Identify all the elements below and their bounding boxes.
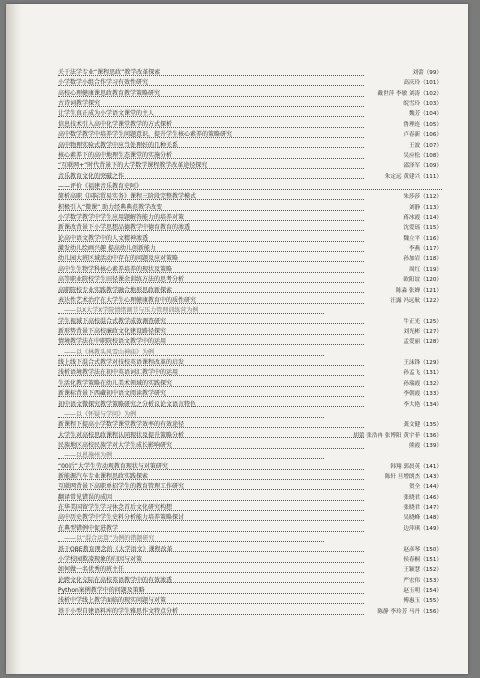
toc-entry <box>58 555 442 565</box>
toc-entry <box>58 109 442 119</box>
toc-entry-title: ——评价《福建音乐教育史阿》 <box>58 182 143 190</box>
toc-entry <box>58 565 442 575</box>
toc-entry-author-page: 熊霞（139） <box>408 442 442 449</box>
table-of-contents <box>58 68 442 617</box>
toc-entry <box>58 286 442 296</box>
toc-entry-title: 小学校园欺凌现象的归因与对策 <box>58 555 143 563</box>
toc-entry-title: ——以《怀疑与学问》为例 <box>64 410 137 418</box>
toc-entry-author-page: 沈爱瑶（115） <box>403 225 442 232</box>
toc-entry-author-page: 孟爱丽（128） <box>403 339 442 346</box>
toc-entry <box>58 327 442 337</box>
toc-entry-title: 新课改背景下小学思想品德教学中德育教育的渗透 <box>58 224 191 232</box>
toc-entry-title: 基于OBE教育理念的《大学语文》课程改革 <box>58 545 173 553</box>
toc-entry-author-page: 陈静 李玲芳 马丹（156） <box>377 608 442 615</box>
toc-entry <box>58 596 442 606</box>
toc-entry-title: 线上线下混合式教学对技校英语课程改革的启发 <box>58 359 185 367</box>
toc-entry <box>58 78 442 88</box>
toc-entry <box>58 192 442 202</box>
toc-entry-title: ——以恩施州为例 <box>64 452 113 460</box>
toc-entry-title: 大学生对高校思政课程认同现状及提升策略分析 <box>58 431 185 439</box>
toc-entry <box>58 503 442 513</box>
toc-entry-title: 积极引入“微课” 助力经典典范教学改变 <box>58 203 163 211</box>
toc-entry <box>58 348 442 358</box>
toc-entry <box>58 368 442 378</box>
toc-entry <box>58 317 442 327</box>
toc-entry-title: 古诗词教学探究 <box>58 100 101 108</box>
toc-entry-author-page: 胡蕾 张浩冉 张博阳 黄宇菲（136） <box>353 432 442 439</box>
toc-entry-title: 高职院校专业实践教学融合地形思政新探索 <box>58 286 173 294</box>
toc-entry-title: Python案例教学中的问题及策略 <box>58 586 145 594</box>
toc-entry <box>58 203 442 213</box>
toc-entry <box>58 524 442 534</box>
toc-entry <box>58 389 442 399</box>
toc-entry <box>58 472 442 482</box>
toc-entry-author-page: 卢春新（106） <box>403 132 442 139</box>
toc-entry-author-page: 王颖慧（152） <box>403 567 442 574</box>
toc-entry <box>58 151 442 161</box>
toc-entry-author-page: 汪露 冯远航（122） <box>390 297 442 304</box>
toc-entry-title: “互联网+”时代背景下的大学数学课程教学改革途径探究 <box>58 162 208 170</box>
toc-entry-title: 音乐教育文化的突破之作 <box>58 172 125 180</box>
toc-entry-title: 高等职业院校学生田径课余训练方法的思考分析 <box>58 276 185 284</box>
toc-entry <box>58 234 442 244</box>
toc-entry <box>58 182 442 192</box>
toc-entry-title: 新课标背景下西藏初中语文阅读教学研究 <box>58 390 167 398</box>
toc-entry-author-page: 孙孟飞（131） <box>403 370 442 377</box>
toc-entry-author-page: 侯春桐（151） <box>403 556 442 563</box>
toc-entry <box>58 607 442 617</box>
toc-entry <box>58 576 442 586</box>
toc-entry-title: 基于小型自建语料库的学生雅思作文特点分析 <box>58 607 179 615</box>
toc-entry <box>58 99 442 109</box>
toc-entry <box>58 89 442 99</box>
toc-entry <box>58 275 442 285</box>
toc-entry-author-page: 龚文健（135） <box>403 422 442 429</box>
toc-entry-title: 互联网背景下高职单招学生的教育管理工作研究 <box>58 483 185 491</box>
toc-entry-title: 在典型错例中促进教学 <box>58 524 119 532</box>
toc-entry-author-page: 鲁理连（105） <box>403 121 442 128</box>
toc-entry <box>58 451 442 461</box>
toc-entry-title: 核心素养下的高中地理生态课堂的实施分析 <box>58 151 173 159</box>
toc-entry-author-page: 周红（119） <box>408 266 442 273</box>
toc-entry <box>58 120 442 130</box>
toc-entry <box>58 161 442 171</box>
toc-entry-author-page: 王沫锋（129） <box>403 360 442 367</box>
toc-entry <box>58 244 442 254</box>
toc-entry-author-page: 李大艳（134） <box>403 401 442 408</box>
toc-entry-author-page: 戴世萍 李敏 刘涛（102） <box>377 90 442 97</box>
toc-entry-title: “00后”大学生劳动观教育现状与对策研究 <box>58 462 168 470</box>
dot-leader <box>58 106 364 107</box>
toc-entry-title: 幼儿园大班区域活动中存在的问题及应对策略 <box>58 255 179 263</box>
toc-entry-title: 学生视域下高校混合式教学成效调查研究 <box>58 317 167 325</box>
toc-entry-author-page: 刘蕾（99） <box>412 70 442 76</box>
toc-entry-title: 信息技术引入高中化学课堂教学的方式探析 <box>58 120 173 128</box>
toc-entry-title: 小学数学小组合作学习有效性研究 <box>58 79 149 87</box>
toc-entry <box>58 254 442 264</box>
toc-entry <box>58 400 442 410</box>
toc-entry <box>58 493 442 503</box>
toc-entry <box>58 68 442 78</box>
toc-entry-author-page: 蒋冰霞（114） <box>403 215 442 222</box>
toc-entry-title: 新能源汽车专业课程思政实践探索 <box>58 473 149 481</box>
toc-entry-title: ——以《林教头风雪山神庙》为例 <box>64 348 155 356</box>
toc-entry <box>58 586 442 596</box>
toc-entry-author-page: 魏芳（104） <box>408 111 442 118</box>
toc-entry-title: 高校心理健康课思政教育教学策略研究 <box>58 89 161 97</box>
toc-entry <box>58 141 442 151</box>
toc-entry <box>58 410 442 420</box>
toc-entry-author-page: 李朝霞（133） <box>403 391 442 398</box>
toc-entry-title: 浅析中学线上教学面临的现实问题与对策 <box>58 597 167 605</box>
toc-entry <box>58 441 442 451</box>
toc-entry-author-page: 吴应松（108） <box>403 152 442 159</box>
toc-entry <box>58 431 442 441</box>
toc-entry-title: 论跨文化交际在高校英语教学中的有效渗透 <box>58 576 173 584</box>
toc-entry-title: 新形势背景下高校廉政文化建设路径探究 <box>58 327 167 335</box>
toc-entry <box>58 223 442 233</box>
toc-entry-author-page: 刘静（113） <box>408 204 442 211</box>
toc-entry-title: 在华美国留学生学习休念首后文化研究构想 <box>58 504 173 512</box>
toc-entry-title: ——以“混合运算”为例的错题研究 <box>64 535 155 543</box>
toc-entry-author-page: 韩翔 郭晨英（141） <box>390 463 442 470</box>
toc-entry-author-page: 陈淼 张婵（121） <box>395 287 442 294</box>
toc-entry-author-page: 牛正光（125） <box>403 318 442 325</box>
toc-entry-author-page: 邵泽军（109） <box>403 163 442 170</box>
toc-entry <box>58 379 442 389</box>
toc-entry <box>58 337 442 347</box>
toc-entry-author-page: 孙瑞霞（132） <box>403 380 442 387</box>
toc-entry-author-page: 傅惠玉（155） <box>403 598 442 605</box>
toc-entry <box>58 296 442 306</box>
toc-entry <box>58 213 442 223</box>
toc-entry <box>58 130 442 140</box>
toc-entry-title: 如何做一名优秀的班主任 <box>58 566 125 574</box>
toc-entry-author-page: 刘光彬（127） <box>403 328 442 335</box>
toc-entry-author-page: 皖雪玲（103） <box>403 101 442 108</box>
toc-entry-title: 小学数学教学中学生应用题解答能力的培养对策 <box>58 214 185 222</box>
toc-entry-author-page: 朱莎莎（112） <box>403 194 442 201</box>
toc-entry <box>58 306 442 316</box>
toc-entry-author-page: 欧阳谊（120） <box>403 277 442 284</box>
toc-entry-author-page: 孙加岩（118） <box>403 256 442 263</box>
toc-entry <box>58 420 442 430</box>
toc-entry-author-page: 朱定远 黄建兴（111） <box>384 173 442 180</box>
toc-entry <box>58 513 442 523</box>
toc-entry-title: 高中历史教学中学生史料分析能力培养策略探讨 <box>58 514 185 522</box>
toc-entry-author-page: 严宏伟（153） <box>403 577 442 584</box>
toc-entry-author-page: 贺全（144） <box>408 484 442 491</box>
toc-entry-title: 生活化教学策略在幼儿美术领域的实践探究 <box>58 379 173 387</box>
page-binding-shadow <box>6 4 22 674</box>
toc-entry-author-page: 张晓君（147） <box>403 505 442 512</box>
toc-entry-title: 高中生生物学科核心素养培养的现状及策略 <box>58 265 173 273</box>
toc-entry <box>58 482 442 492</box>
toc-entry-author-page: 李燕（117） <box>408 246 442 253</box>
toc-entry-title: 让学生真正成为小学语文课堂的主人 <box>58 110 155 118</box>
toc-entry-author-page: 王波（107） <box>408 142 442 149</box>
toc-entry <box>58 358 442 368</box>
toc-entry-title: 激发幼儿绘画兴趣 提高幼儿创新能力 <box>58 245 156 253</box>
toc-entry-title: ——以X大学X学院情绪调节与压力管理训练营为例 <box>64 307 199 315</box>
toc-entry-title: 初中语文微探究教学策略研究之分析议论文语言特色 <box>58 400 197 408</box>
book-page <box>6 4 468 674</box>
toc-entry-title: 情境教学法在中职院校语文教学中的运用 <box>58 338 167 346</box>
toc-entry <box>58 534 442 544</box>
toc-entry-author-page: 吴晓峰（148） <box>403 515 442 522</box>
toc-entry-author-page: 边萍琪（149） <box>403 525 442 532</box>
toc-entry <box>58 265 442 275</box>
toc-entry-title: 高中数学教学中培养学生问题意识，提升学生核心素养的策略研究 <box>58 131 233 139</box>
toc-entry-author-page: 赵玉明（154） <box>403 587 442 594</box>
toc-entry-title: 关于法学专业“课程思政”教学改革探索 <box>58 69 161 76</box>
toc-entry <box>58 462 442 472</box>
toc-entry-title: 民族地区高校民族学对大学生成长影响研究 <box>58 441 173 449</box>
toc-entry-title: 翻译常见错误的成因 <box>58 493 113 501</box>
toc-entry-author-page: 陈轩 旦增朗杰（143） <box>384 474 442 481</box>
toc-entry-title: 浅析语境教学法在初中英语词汇教学中的运用 <box>58 369 179 377</box>
toc-entry-author-page: 张晓君（146） <box>403 494 442 501</box>
toc-entry-title: 论高中语文教学中的人文精神渗透 <box>58 234 149 242</box>
toc-entry-title: 简析高职《国际贸易实务》课程三阶段完整教学模式 <box>58 193 197 201</box>
toc-entry <box>58 172 442 182</box>
toc-entry-author-page: 赵彦琴（150） <box>403 546 442 553</box>
toc-entry-title: 表达性艺术治疗在大学生心理健康教育中的质性研究 <box>58 296 197 304</box>
toc-entry-author-page: 高庆玲（101） <box>403 80 442 87</box>
toc-entry <box>58 545 442 555</box>
toc-entry-title: 高中物理实验式教学中应当处理好的几种关系 <box>58 141 179 149</box>
toc-entry-title: 新课程下提高小学数学课堂教学效率的有效途径 <box>58 421 185 429</box>
toc-entry-author-page: 魏立平（116） <box>403 235 442 242</box>
